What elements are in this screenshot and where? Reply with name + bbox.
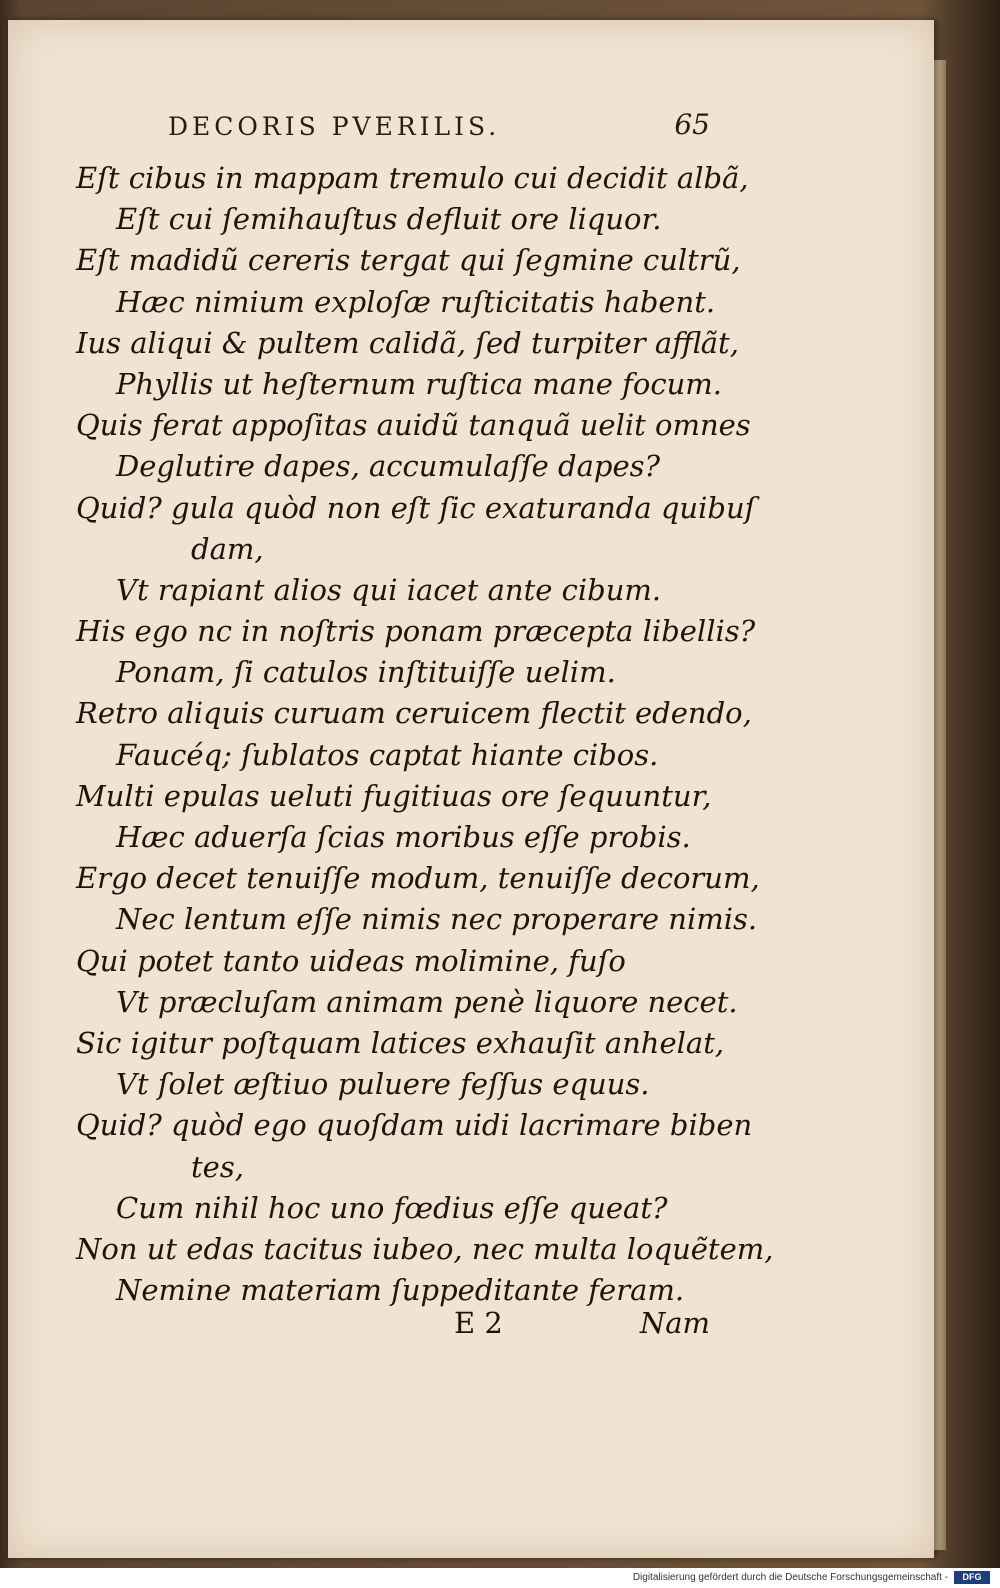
verse-line: Quid? quòd ego quoſdam uidi lacrimare biben <box>76 1108 753 1143</box>
verse-line: Eſt madidũ cereris tergat qui ſegmine cultrũ, <box>76 243 741 278</box>
verse-line: Multi epulas ueluti fugitiuas ore ſequuntur, <box>76 778 712 813</box>
verse-line: Eſt cui ſemihauſtus defluit ore liquor. <box>116 202 662 237</box>
page-edge <box>934 60 946 1550</box>
signature-mark: E 2 <box>454 1306 503 1340</box>
verse-line: Nec lentum eſſe nimis nec properare nimis. <box>116 902 758 937</box>
dfg-logo: DFG <box>954 1571 990 1584</box>
verse-line: dam, <box>191 531 264 566</box>
verse-block <box>76 158 774 1311</box>
verse-line: tes, <box>191 1149 244 1184</box>
folio-number: 65 <box>674 108 710 141</box>
verse-line: Qui potet tanto uideas molimine, fuſo <box>76 943 626 978</box>
catchword: Nam <box>639 1306 710 1340</box>
page-footer <box>76 1306 716 1346</box>
verse-line: Hæc aduerſa ſcias moribus eſſe probis. <box>116 820 691 854</box>
digitization-credit <box>0 1568 1000 1588</box>
verse-line: Eſt cibus in mappam tremulo cui decidit albã, <box>76 161 749 195</box>
verse-line: Quid? gula quòd non eſt ſic exaturanda quibuſ <box>76 490 756 525</box>
verse-line: Ius aliqui & pultem calidã, ſed turpiter afflãt, <box>76 325 739 360</box>
verse-line: His ego nc in noſtris ponam præcepta libellis? <box>76 614 756 649</box>
verse-line: Vt rapiant alios qui iacet ante cibum. <box>116 572 662 607</box>
verse-line: Quis ferat appoſitas auidũ tanquã uelit omnes <box>76 408 751 443</box>
verse-line: Vt ſolet æſtiuo puluere feſſus equus. <box>116 1067 650 1102</box>
verse-line: Ergo decet tenuiſſe modum, tenuiſſe decorum, <box>76 861 760 896</box>
verse-line: Phyllis ut heſternum ruſtica mane focum. <box>116 366 722 401</box>
running-title: DECORIS PVERILIS. <box>168 112 501 141</box>
verse-line: Non ut edas tacitus iubeo, nec multa loquẽtem, <box>76 1231 774 1266</box>
verse-line: Nemine materiam ſuppeditante feram. <box>116 1273 685 1308</box>
verse-line: Vt præcluſam animam penè liquore necet. <box>116 984 738 1019</box>
verse-line: Deglutire dapes, accumulaſſe dapes? <box>116 449 661 484</box>
verse-line: Faucéq; ſublatos captat hiante cibos. <box>116 737 659 772</box>
verse-line: Retro aliquis curuam ceruicem flectit edendo, <box>76 696 752 731</box>
verse-line: Sic igitur poſtquam latices exhauſit anhelat, <box>76 1025 725 1060</box>
verse-line: Ponam, ſi catulos inſtituiſſe uelim. <box>116 655 616 690</box>
running-header <box>160 108 720 148</box>
verse-line: Cum nihil hoc uno fœdius eſſe queat? <box>116 1190 668 1225</box>
credit-text: Digitalisierung gefördert durch die Deutsche Forschungsgemeinschaft - <box>632 1572 948 1583</box>
verse-line: Hæc nimium exploſæ ruſticitatis habent. <box>116 284 716 319</box>
